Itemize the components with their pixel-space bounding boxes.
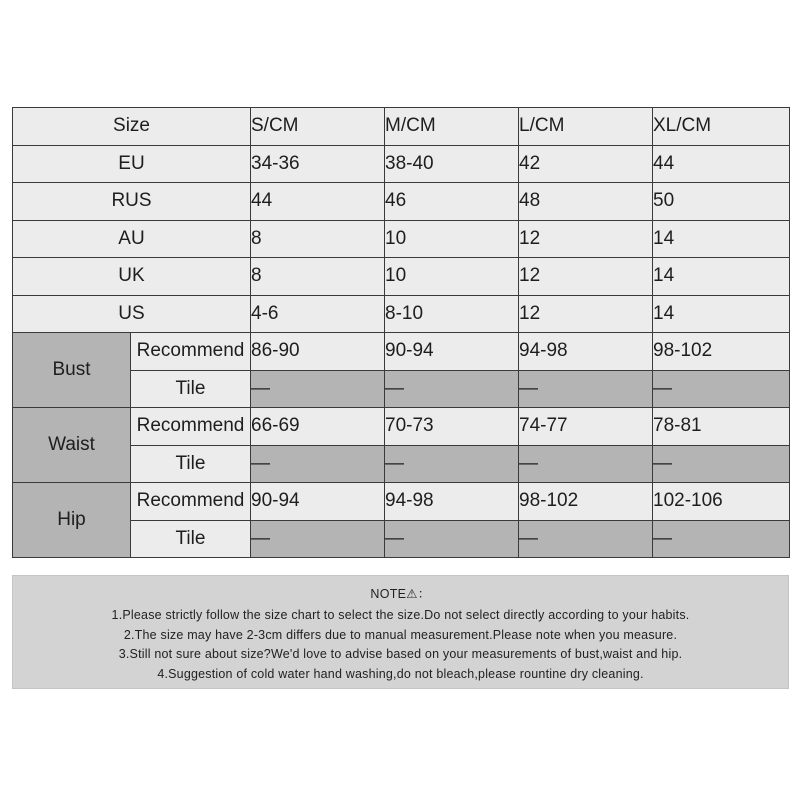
note-box bbox=[12, 575, 789, 689]
table-cell: — bbox=[385, 445, 519, 483]
table-cell: — bbox=[653, 370, 790, 408]
table-cell: 74-77 bbox=[519, 408, 653, 446]
row-label-us: US bbox=[13, 295, 251, 333]
table-cell: 98-102 bbox=[653, 333, 790, 371]
table-row bbox=[13, 145, 790, 183]
table-cell: 14 bbox=[653, 220, 790, 258]
table-cell: 94-98 bbox=[385, 483, 519, 521]
table-cell: 10 bbox=[385, 220, 519, 258]
table-cell: — bbox=[385, 520, 519, 558]
table-cell: 8-10 bbox=[385, 295, 519, 333]
table-cell: 46 bbox=[385, 183, 519, 221]
table-cell: 70-73 bbox=[385, 408, 519, 446]
table-cell: — bbox=[653, 445, 790, 483]
table-cell: 12 bbox=[519, 220, 653, 258]
note-line: 2.The size may have 2-3cm differs due to manual measurement.Please note when you measure. bbox=[123, 627, 678, 642]
table-cell: 50 bbox=[653, 183, 790, 221]
table-cell: — bbox=[385, 370, 519, 408]
tile-label: Tile bbox=[131, 370, 251, 408]
table-cell: 90-94 bbox=[385, 333, 519, 371]
table-cell: — bbox=[251, 370, 385, 408]
table-cell: 42 bbox=[519, 145, 653, 183]
table-cell: — bbox=[251, 445, 385, 483]
recommend-label: Recommend bbox=[131, 483, 251, 521]
table-cell: 34-36 bbox=[251, 145, 385, 183]
recommend-label: Recommend bbox=[131, 408, 251, 446]
table-row bbox=[13, 220, 790, 258]
table-cell: 12 bbox=[519, 258, 653, 296]
tile-label: Tile bbox=[131, 445, 251, 483]
table-cell: 44 bbox=[251, 183, 385, 221]
table-cell: — bbox=[519, 445, 653, 483]
table-cell: 94-98 bbox=[519, 333, 653, 371]
table-cell: 14 bbox=[653, 295, 790, 333]
column-header-s: S/CM bbox=[251, 108, 385, 146]
table-row bbox=[13, 483, 790, 521]
table-cell: 48 bbox=[519, 183, 653, 221]
row-label-eu: EU bbox=[13, 145, 251, 183]
table-cell: — bbox=[653, 520, 790, 558]
table-cell: 38-40 bbox=[385, 145, 519, 183]
row-label-uk: UK bbox=[13, 258, 251, 296]
size-header-cell: Size bbox=[13, 108, 251, 146]
recommend-label: Recommend bbox=[131, 333, 251, 371]
table-row bbox=[13, 295, 790, 333]
table-cell: 90-94 bbox=[251, 483, 385, 521]
group-label-waist: Waist bbox=[13, 408, 131, 483]
column-header-m: M/CM bbox=[385, 108, 519, 146]
table-row bbox=[13, 258, 790, 296]
table-cell: 4-6 bbox=[251, 295, 385, 333]
table-cell: 12 bbox=[519, 295, 653, 333]
table-cell: — bbox=[251, 520, 385, 558]
table-header-row bbox=[13, 108, 790, 146]
size-chart-table bbox=[12, 107, 790, 558]
table-row bbox=[13, 408, 790, 446]
table-cell: 8 bbox=[251, 220, 385, 258]
table-row bbox=[13, 183, 790, 221]
group-label-bust: Bust bbox=[13, 333, 131, 408]
table-cell: 78-81 bbox=[653, 408, 790, 446]
group-label-hip: Hip bbox=[13, 483, 131, 558]
table-cell: — bbox=[519, 520, 653, 558]
table-row bbox=[13, 333, 790, 371]
table-cell: 8 bbox=[251, 258, 385, 296]
row-label-au: AU bbox=[13, 220, 251, 258]
column-header-l: L/CM bbox=[519, 108, 653, 146]
table-cell: 102-106 bbox=[653, 483, 790, 521]
table-cell: 14 bbox=[653, 258, 790, 296]
note-title: NOTE⚠： bbox=[370, 587, 431, 601]
table-cell: — bbox=[519, 370, 653, 408]
note-line: 3.Still not sure about size?We'd love to advise based on your measurements of bust,waist and hip. bbox=[118, 647, 683, 661]
row-label-rus: RUS bbox=[13, 183, 251, 221]
table-cell: 10 bbox=[385, 258, 519, 296]
table-cell: 66-69 bbox=[251, 408, 385, 446]
note-line: 4.Suggestion of cold water hand washing,do not bleach,please rountine dry cleaning. bbox=[157, 666, 644, 681]
column-header-xl: XL/CM bbox=[653, 108, 790, 146]
tile-label: Tile bbox=[131, 520, 251, 558]
table-cell: 98-102 bbox=[519, 483, 653, 521]
table-cell: 44 bbox=[653, 145, 790, 183]
table-cell: 86-90 bbox=[251, 333, 385, 371]
note-line: 1.Please strictly follow the size chart to select the size.Do not select directly according to your habits. bbox=[111, 608, 690, 622]
